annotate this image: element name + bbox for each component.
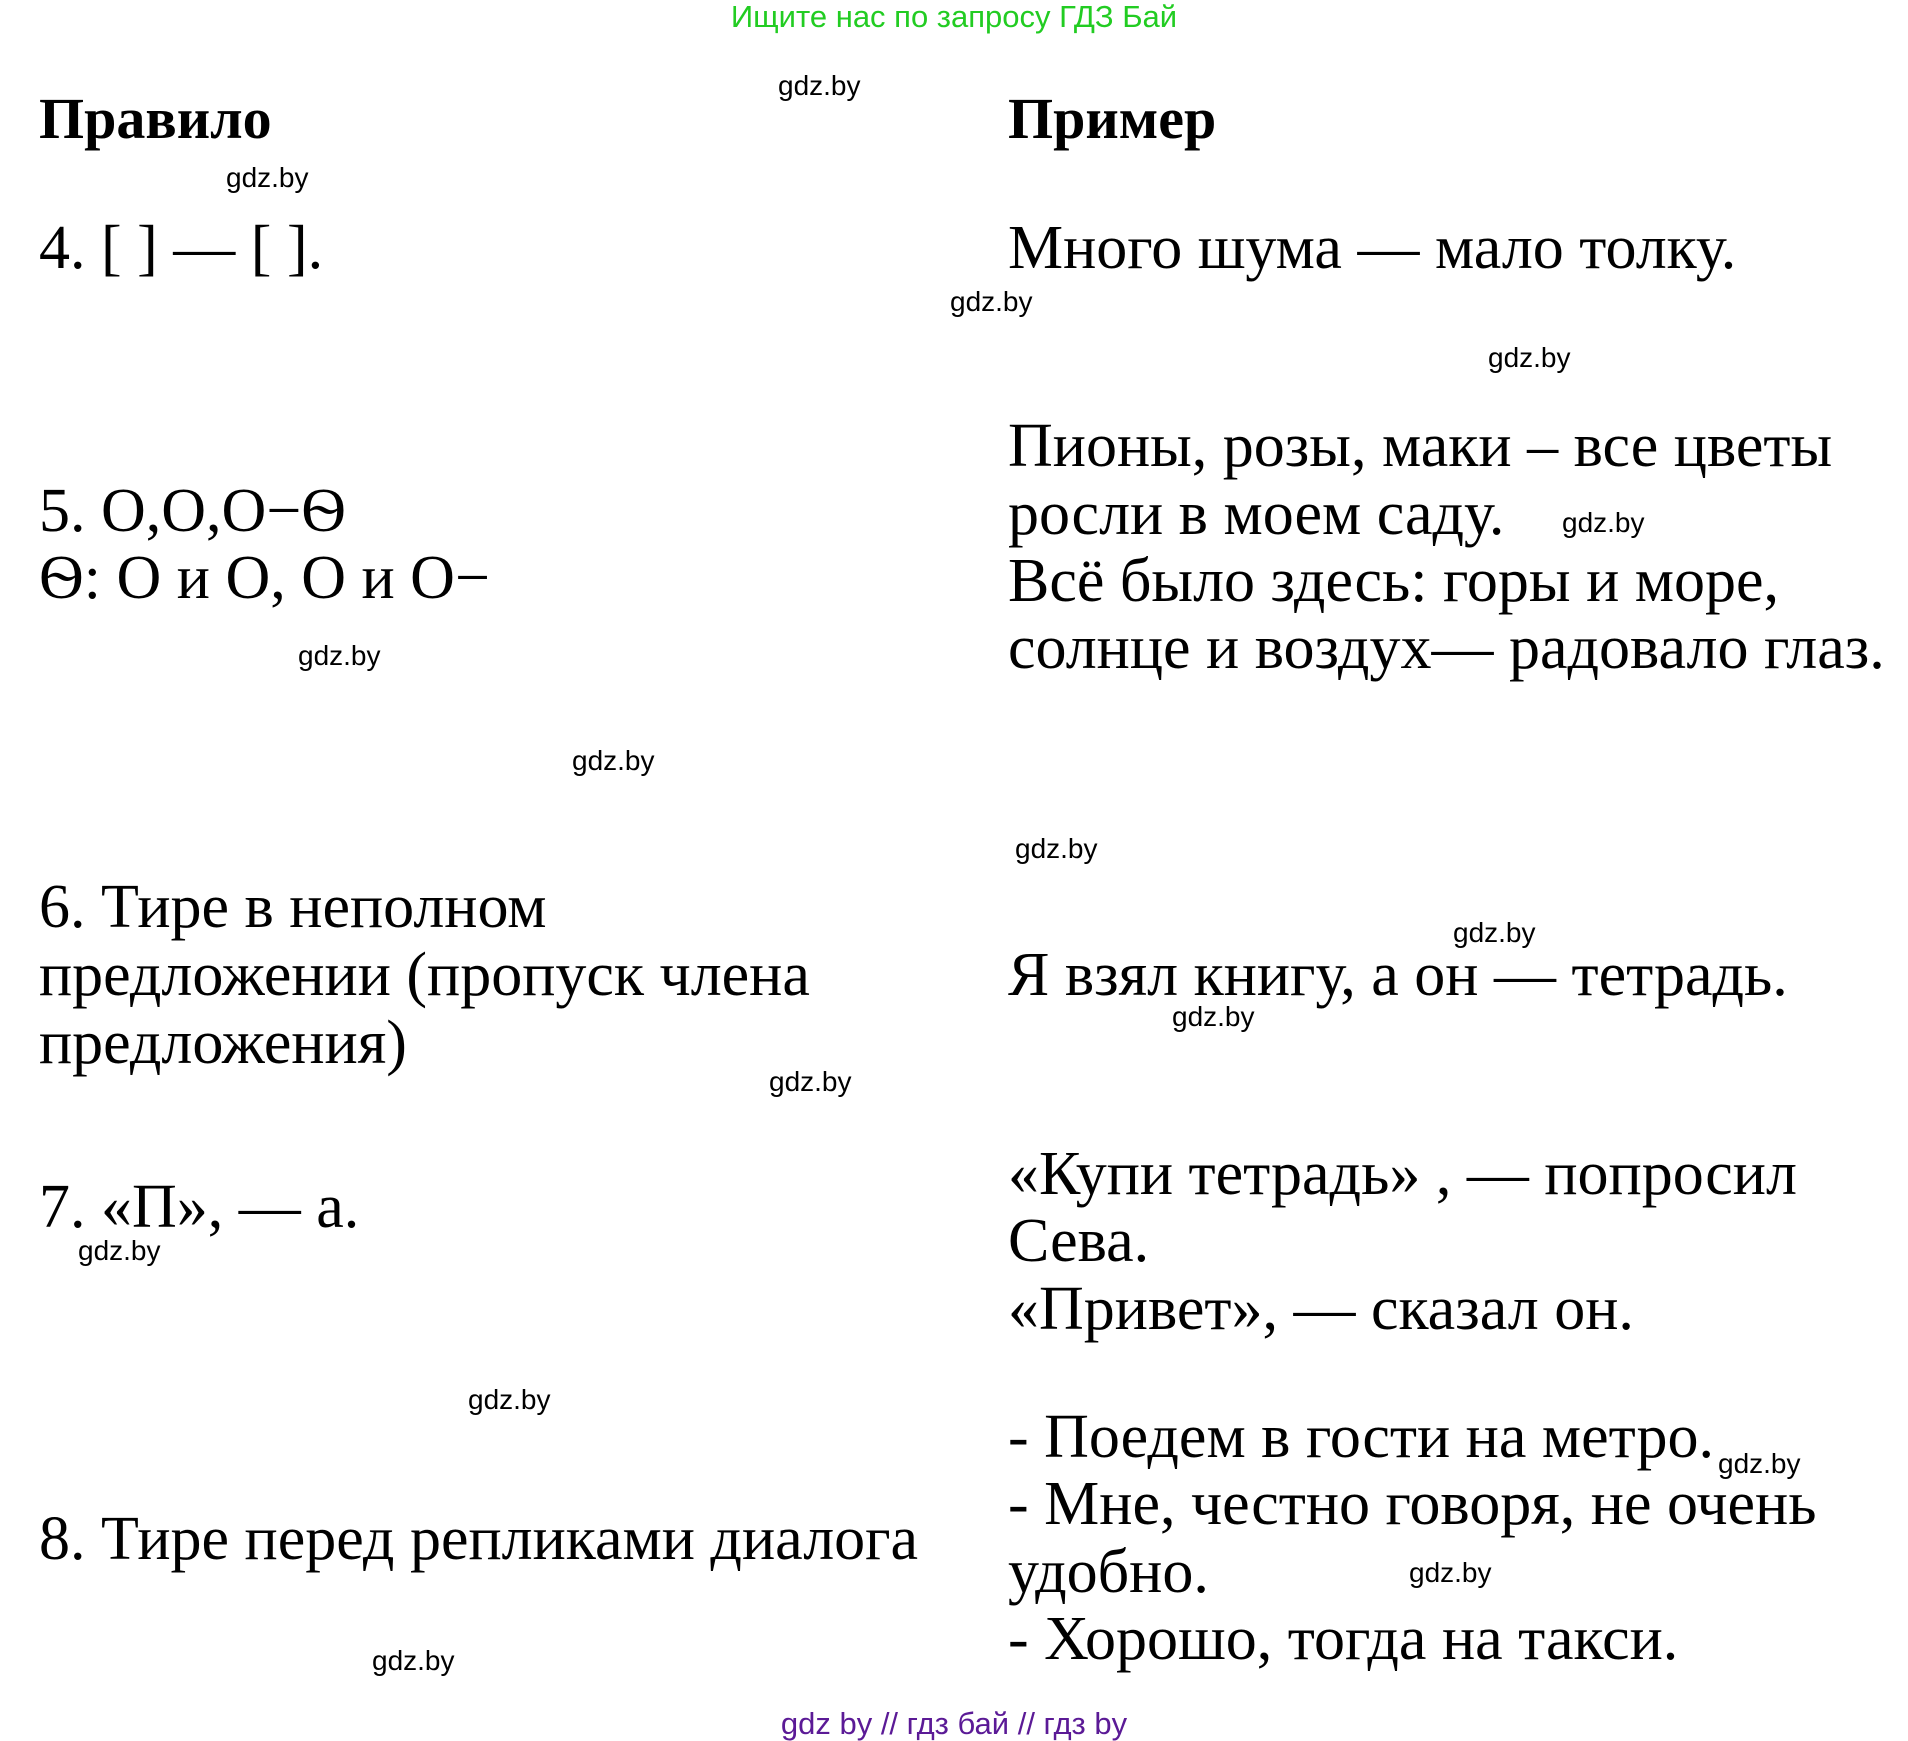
watermark: gdz.by	[778, 70, 861, 101]
example-6: Я взял книгу, а он — тетрадь.	[1008, 941, 1788, 1009]
watermark: gdz.by	[769, 1066, 852, 1097]
footer-banner: gdz by // гдз бай // гдз by	[780, 1706, 1128, 1741]
example-8-line: - Поедем в гости на метро.	[1008, 1403, 1714, 1471]
rule-7: 7. «П», — а.	[39, 1173, 360, 1241]
watermark: gdz.by	[1488, 342, 1571, 373]
rule-5-line: 5. О,О,О−Ѳ	[39, 477, 347, 545]
example-5-line: солнце и воздух— радовало глаз.	[1008, 614, 1885, 682]
example-7-line: Сева.	[1008, 1207, 1150, 1275]
example-7-line: «Купи тетрадь» , — попросил	[1008, 1140, 1797, 1208]
watermark: gdz.by	[372, 1645, 455, 1676]
rule-6-line: предложения)	[39, 1009, 407, 1077]
example-8-line: - Мне, честно говоря, не очень	[1008, 1470, 1817, 1538]
watermark: gdz.by	[78, 1235, 161, 1266]
watermark: gdz.by	[468, 1384, 551, 1415]
watermark: gdz.by	[1172, 1001, 1255, 1032]
rule-4: 4. [ ] — [ ].	[39, 214, 324, 282]
example-8-line: удобно.	[1008, 1538, 1209, 1606]
watermark: gdz.by	[1562, 507, 1645, 538]
rule-6-line: предложении (пропуск члена	[39, 941, 810, 1009]
rule-6-line: 6. Тире в неполном	[39, 873, 547, 941]
example-7-line: «Привет», — сказал он.	[1008, 1275, 1634, 1343]
watermark: gdz.by	[298, 640, 381, 671]
rule-5-line: Ѳ: О и О, О и О−	[39, 544, 490, 612]
example-column-heading: Пример	[1008, 86, 1217, 151]
watermark: gdz.by	[1453, 917, 1536, 948]
rule-column-heading: Правило	[39, 86, 272, 151]
watermark: gdz.by	[572, 745, 655, 776]
example-4: Много шума — мало толку.	[1008, 214, 1737, 282]
example-5-line: Пионы, розы, маки – все цветы	[1008, 412, 1833, 480]
watermark: gdz.by	[1409, 1557, 1492, 1588]
example-5-line: росли в моем саду.	[1008, 480, 1505, 548]
example-5-line: Всё было здесь: горы и море,	[1008, 547, 1780, 615]
watermark: gdz.by	[1718, 1448, 1801, 1479]
rule-8: 8. Тире перед репликами диалога	[39, 1505, 919, 1573]
watermark: gdz.by	[226, 162, 309, 193]
watermark: gdz.by	[950, 286, 1033, 317]
watermark: gdz.by	[1015, 833, 1098, 864]
example-8-line: - Хорошо, тогда на такси.	[1008, 1605, 1679, 1673]
search-banner: Ищите нас по запросу ГДЗ Бай	[730, 0, 1178, 34]
